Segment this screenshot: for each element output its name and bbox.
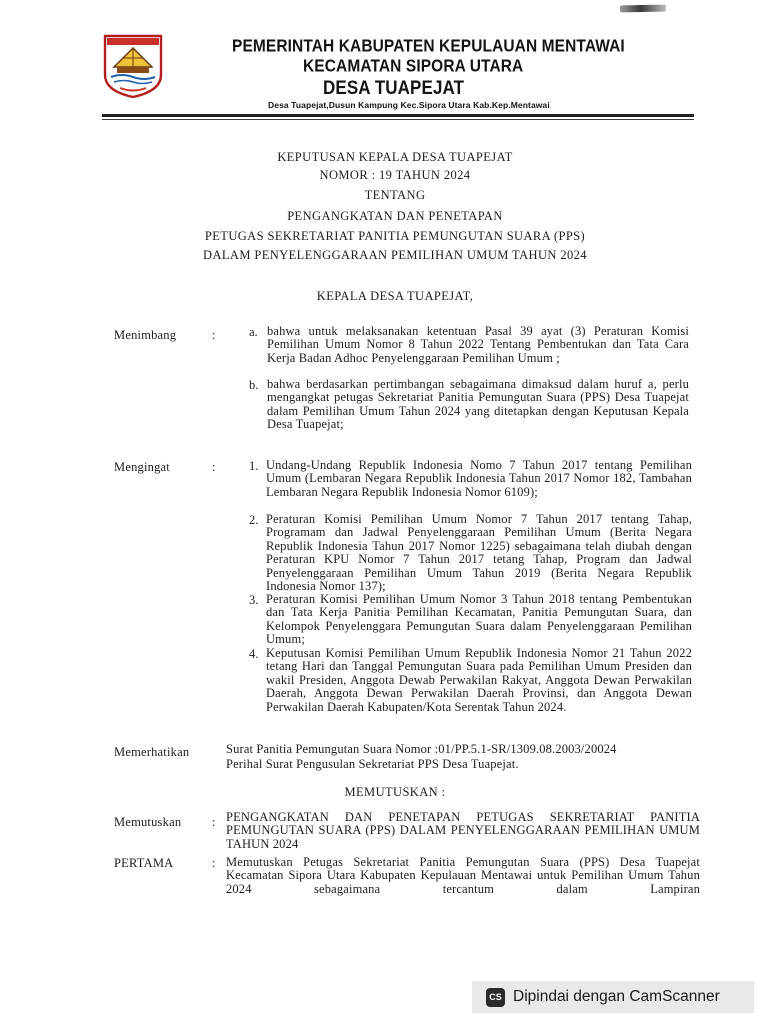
memerhatikan-line-1: Surat Panitia Pemungutan Suara Nomor :01/PP.5.1-SR/1309.08.2003/20024 (226, 742, 617, 756)
camscanner-watermark (472, 981, 754, 1013)
scan-edge-mark (620, 5, 666, 13)
menimbang-marker-a: a. (249, 325, 258, 339)
camscanner-icon: CS (486, 988, 505, 1007)
memutuskan-text: PENGANGKATAN DAN PENETAPAN PETUGAS SEKRETARIAT PANITIA PEMUNGUTAN SUARA (PPS) DALAM PENYELENGGARAAN PEMILIHAN UMUM TAHUN 2024 (226, 810, 700, 851)
decree-heading: KEPUTUSAN KEPALA DESA TUAPEJAT (277, 150, 513, 164)
mengingat-item-3: Peraturan Komisi Pemilihan Umum Nomor 3 Tahun 2018 tentang Pembentukan dan Tata Kerja Panitia Pemilihan Kecamatan, Panitia Pemungutan Suara, dan Kelompok Penyelenggara Pemungutan Suara dalam Penyelenggaraan Pemilihan Umum; (266, 592, 692, 647)
letterhead-government: PEMERINTAH KABUPATEN KEPULAUAN MENTAWAI (232, 36, 625, 56)
mengingat-item-2: Peraturan Komisi Pemilihan Umum Nomor 7 Tahun 2017 tentang Tahap, Programam dan Jadwal Penyelenggaraan Pemilihan Umum (Berita Negara Republik Indonesia Tahun 2017 Nomor 1225) sebagaimana telah diubah dengan Peraturan KPU Nomor 7 Tahun 2017 tetang Tahap, Program dan Jadwal Penyelenggaraan Pemilihan Umum Tahun 2019 (Berita Negara Republik Indonesia Nomor 137); (266, 512, 692, 594)
mengingat-item-1: Undang-Undang Republik Indonesia Nomo 7 Tahun 2017 tentang Pemilihan Umum (Lembaran Negara Republik Indonesia Tahun 2017 Nomor 182, Tambahan Lembaran Negara Republik Indonesia Nomor 6109); (266, 458, 692, 499)
menimbang-label: Menimbang (114, 328, 177, 342)
letterhead-district: KECAMATAN SIPORA UTARA (303, 56, 524, 76)
menimbang-marker-b: b. (249, 378, 259, 392)
regency-emblem-icon (102, 33, 164, 99)
memerhatikan-line-2: Perihal Surat Pengusulan Sekretariat PPS Desa Tuapejat. (226, 757, 519, 771)
pertama-colon: : (212, 856, 216, 870)
decree-subject-line-1: PENGANGKATAN DAN PENETAPAN (287, 209, 503, 223)
pertama-text: Memutuskan Petugas Sekretariat Panitia Pemungutan Suara (PPS) Desa Tuapejat Kecamatan Sipora Utara Kabupaten Kepulauan Mentawai untuk Pemilihan Umum Tahun 2024 sebagaimana tercantum dalam Lampiran (226, 855, 700, 896)
memutuskan-colon: : (212, 815, 216, 829)
decree-number: NOMOR : 19 TAHUN 2024 (319, 168, 471, 182)
letterhead-address: Desa Tuapejat,Dusun Kampung Kec.Sipora Utara Kab.Kep.Mentawai (268, 100, 550, 110)
letterhead-village: DESA TUAPEJAT (323, 76, 465, 99)
memerhatikan-label: Memerhatikan (114, 745, 190, 759)
decree-subject-line-2: PETUGAS SEKRETARIAT PANITIA PEMUNGUTAN SUARA (PPS) (204, 229, 586, 243)
mengingat-marker-2: 2. (249, 513, 259, 527)
camscanner-label: Dipindai dengan CamScanner (513, 988, 720, 1005)
decree-issuer: KEPALA DESA TUAPEJAT, (316, 289, 474, 303)
menimbang-item-a: bahwa untuk melaksanakan ketentuan Pasal 39 ayat (3) Peraturan Komisi Pemilihan Umum Nomor 8 Tahun 2022 Tentang Pembentukan dan Tata Cara Kerja Badan Adhoc Penyelenggaraan Pemilihan Umum ; (267, 324, 689, 365)
mengingat-marker-1: 1. (249, 459, 259, 473)
mengingat-marker-4: 4. (249, 647, 259, 661)
mengingat-marker-3: 3. (249, 593, 259, 607)
decree-tentang: TENTANG (364, 188, 426, 202)
letterhead-divider-thin (102, 119, 694, 120)
mengingat-colon: : (212, 460, 216, 474)
pertama-label: PERTAMA (114, 856, 174, 870)
memutuskan-label: Memutuskan (114, 815, 182, 829)
letterhead-divider-thick (102, 114, 694, 117)
mengingat-item-4: Keputusan Komisi Pemilihan Umum Republik Indonesia Nomor 21 Tahun 2022 tetang Hari dan Tanggal Pemungutan Suara pada Pemilihan Umum Presiden dan wakil Presiden, Anggota Dewab Perwakilan Rakyat, Anggota Dewan Perwakilan Daerah, Anggota Dewan Perwakilan Daerah Provinsi, dan Anggota Dewan Perwakilan Daerah Kabupaten/Kota Serentak Tahun 2024. (266, 646, 692, 714)
menimbang-item-b: bahwa berdasarkan pertimbangan sebagaimana dimaksud dalam huruf a, perlu mengangkat petugas Sekretariat Panitia Pemungutan Suara (PPS) Desa Tuapejat dalam Pemilihan Umum Tahun 2024 yang ditetapkan dengan Keputusan Kepala Desa Tuapejat; (267, 377, 689, 432)
mengingat-label: Mengingat (114, 460, 170, 474)
menimbang-colon: : (212, 328, 216, 342)
decree-subject-line-3: DALAM PENYELENGGARAAN PEMILIHAN UMUM TAHUN 2024 (203, 248, 587, 262)
memutuskan-heading: MEMUTUSKAN : (344, 785, 446, 799)
